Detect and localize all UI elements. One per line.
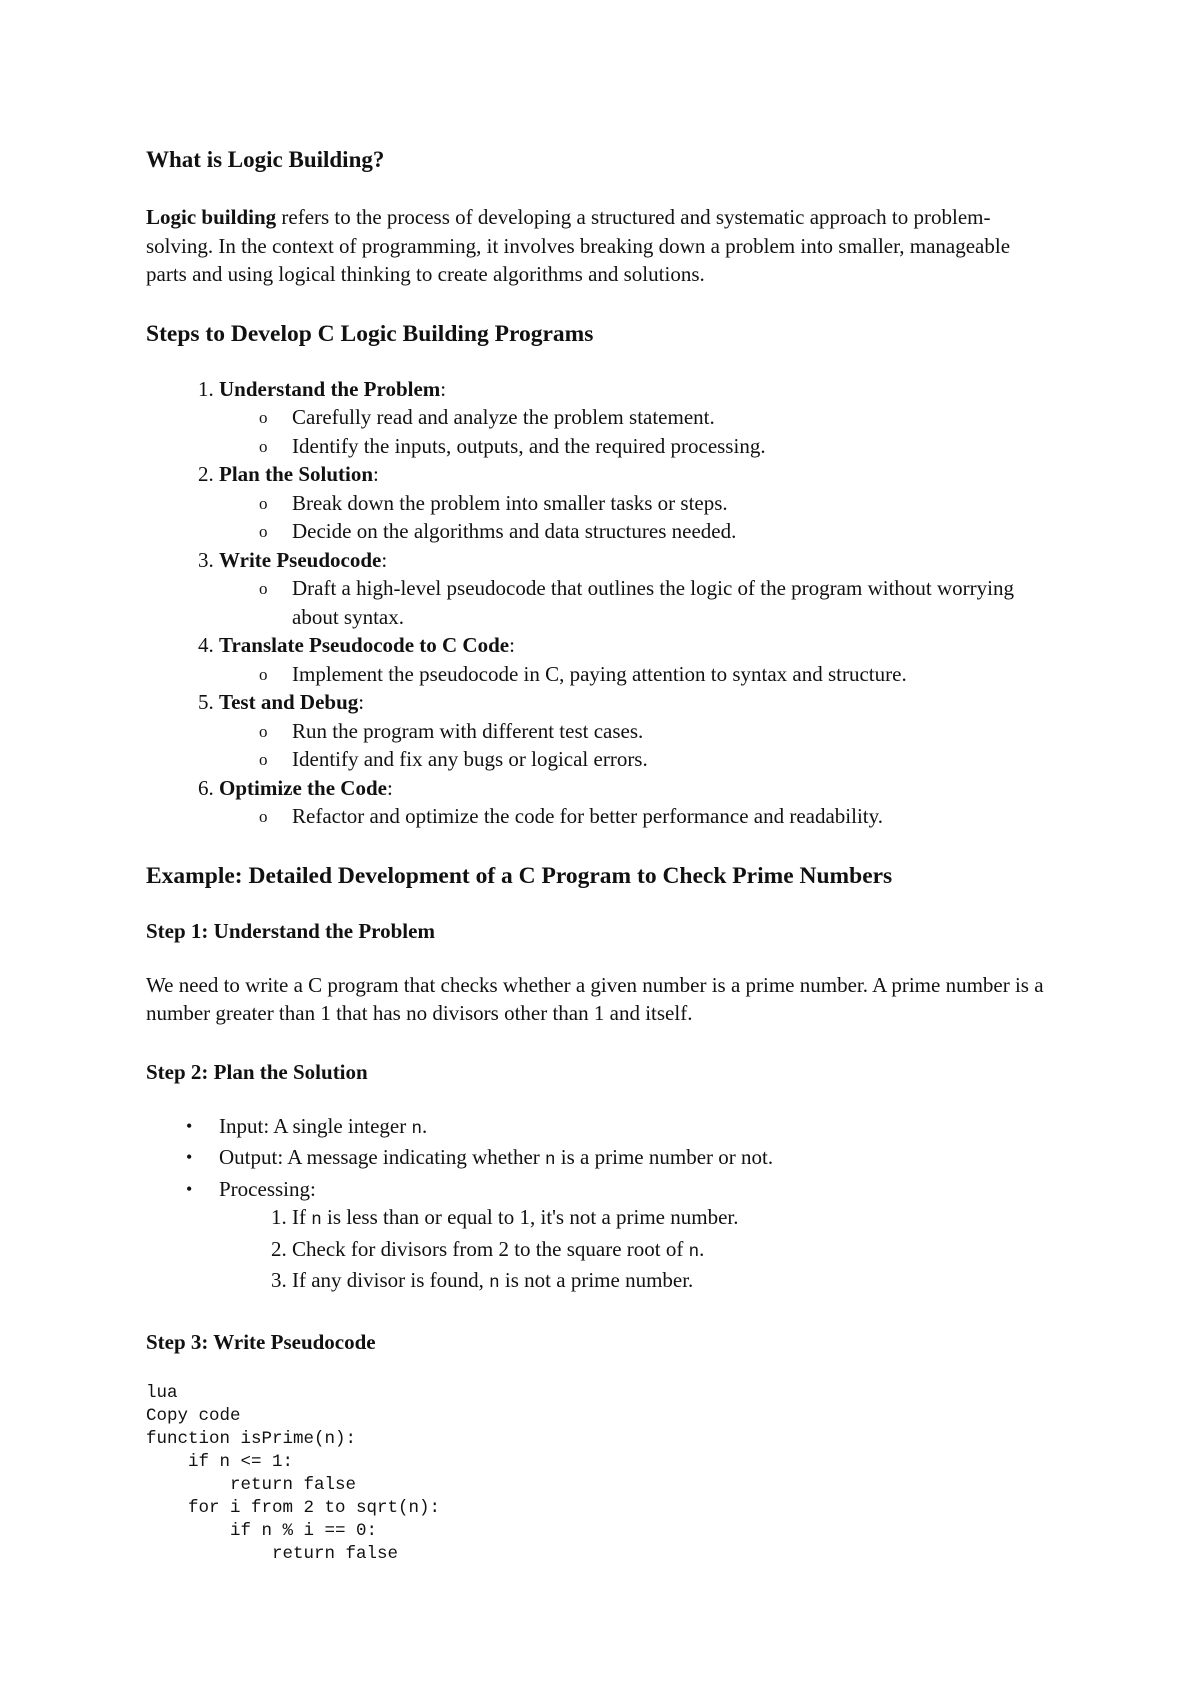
steps-list [146, 375, 1056, 831]
step-title: Understand the Problem [219, 376, 441, 401]
heading-step2: Step 2: Plan the Solution [146, 1059, 368, 1084]
heading-step1: Step 1: Understand the Problem [146, 918, 435, 943]
code-line: return false [146, 1474, 357, 1495]
bullet-item-processing: • Processing: 1. If n is less than or equal to 1, it's not a prime number. 2. Check for divisors from 2 to the square root of n. 3. If any divisor is found, n is not a prime number. [219, 1175, 1056, 1298]
processing-item: 2. Check for divisors from 2 to the square root of n. [292, 1235, 1056, 1267]
heading-what-is-logic-building: What is Logic Building? [146, 147, 385, 172]
step-title: Optimize the Code [219, 775, 387, 800]
inline-code-var: n [411, 1118, 422, 1139]
step1-paragraph: We need to write a C program that checks whether a given number is a prime number. A prime number is a number greater than 1 that has no divisors other than 1 and itself. [146, 972, 1044, 1025]
step-subitem: o Identify and fix any bugs or logical errors. [219, 745, 1056, 774]
step-title: Plan the Solution [219, 462, 374, 486]
sub-bullet-marker: o [259, 408, 268, 427]
plan-bullet-list [146, 1112, 1056, 1298]
step-sublist [219, 717, 1056, 774]
code-line: function isPrime(n): [146, 1428, 357, 1449]
code-line: for i from 2 to sqrt(n): [146, 1497, 441, 1518]
document-content [146, 145, 1056, 1566]
step-subitem: o Identify the inputs, outputs, and the required processing. [219, 432, 1056, 461]
step-subitem: o Break down the problem into smaller tasks or steps. [219, 489, 1056, 518]
step-title: Translate Pseudocode to C Code [219, 633, 510, 657]
sub-bullet-marker: o [259, 522, 268, 541]
bullet-marker: • [186, 1147, 193, 1167]
step-sublist [219, 802, 1056, 831]
code-line: Copy code [146, 1405, 241, 1426]
inline-code-var: n [545, 1150, 556, 1170]
pseudocode-block [146, 1382, 1056, 1566]
heading-steps: Steps to Develop C Logic Building Programs [146, 320, 594, 347]
step-sublist [219, 574, 1056, 631]
intro-paragraph [146, 203, 1056, 289]
code-line: lua [146, 1382, 178, 1403]
intro-text: refers to the process of developing a structured and systematic approach to problem-solving. In the context of programming, it involves breaking down a problem into smaller, manageable parts and using logical thinking to create algorithms and solutions. [146, 205, 1011, 286]
step-title: Test and Debug [219, 690, 359, 714]
heading-example: Example: Detailed Development of a C Program to Check Prime Numbers [146, 862, 893, 889]
inline-code-var: n [688, 1241, 700, 1262]
code-line: return false [146, 1543, 399, 1564]
sub-bullet-marker: o [259, 579, 268, 598]
step-item: 1. Understand the Problem: o Carefully read and analyze the problem statement. o Identify the inputs, outputs, and the required processing. [219, 375, 1056, 461]
step-subitem: o Refactor and optimize the code for better performance and readability. [219, 802, 1056, 831]
inline-code-var: n [489, 1273, 500, 1293]
bullet-item-input: • Input: A single integer n. [186, 1113, 428, 1139]
sub-bullet-marker: o [259, 493, 268, 513]
processing-item: 1. If n is less than or equal to 1, it's not a prime number. [292, 1203, 1056, 1235]
step-item: 6. Optimize the Code: o Refactor and optimize the code for better performance and readability. [219, 774, 1056, 831]
inline-code-var: n [311, 1210, 322, 1230]
bullet-marker: • [186, 1178, 193, 1199]
step-subitem: o Draft a high-level pseudocode that outlines the logic of the program without worrying about syntax. [259, 576, 1014, 629]
intro-bold-term: Logic building [146, 205, 277, 229]
step-title: Write Pseudocode [219, 547, 382, 572]
processing-list [219, 1203, 1056, 1298]
processing-item: 3. If any divisor is found, n is not a prime number. [292, 1266, 1056, 1298]
code-line: if n % i == 0: [146, 1520, 378, 1541]
step-sublist [219, 660, 1056, 689]
heading-step3: Step 3: Write Pseudocode [146, 1329, 376, 1354]
sub-bullet-marker: o [259, 807, 268, 826]
sub-bullet-marker: o [259, 750, 268, 769]
step-subitem: o Implement the pseudocode in C, paying attention to syntax and structure. [219, 660, 1056, 689]
sub-bullet-marker: o [259, 721, 268, 741]
bullet-marker: • [186, 1115, 193, 1136]
step-sublist [219, 403, 1056, 460]
step-item: 4. Translate Pseudocode to C Code: o Implement the pseudocode in C, paying attention to syntax and structure. [219, 631, 1056, 688]
sub-bullet-marker: o [259, 436, 268, 456]
step-item: 2. Plan the Solution: o Break down the problem into smaller tasks or steps. o Decide on the algorithms and data structures needed. [219, 460, 1056, 546]
step-subitem: o Run the program with different test cases. [219, 717, 1056, 746]
step-item: 3. Write Pseudocode: o Draft a high-level pseudocode that outlines the logic of the program without worrying about syntax. [219, 546, 1056, 632]
bullet-item-output: • Output: A message indicating whether n is a prime number or not. [186, 1145, 774, 1170]
sub-bullet-marker: o [259, 664, 268, 684]
step-subitem: o Carefully read and analyze the problem statement. [219, 403, 1056, 432]
code-line: if n <= 1: [146, 1451, 294, 1472]
step-item: 5. Test and Debug: o Run the program with different test cases. o Identify and fix any bugs or logical errors. [219, 688, 1056, 774]
step-sublist [219, 489, 1056, 546]
step-subitem: o Decide on the algorithms and data structures needed. [219, 517, 1056, 546]
